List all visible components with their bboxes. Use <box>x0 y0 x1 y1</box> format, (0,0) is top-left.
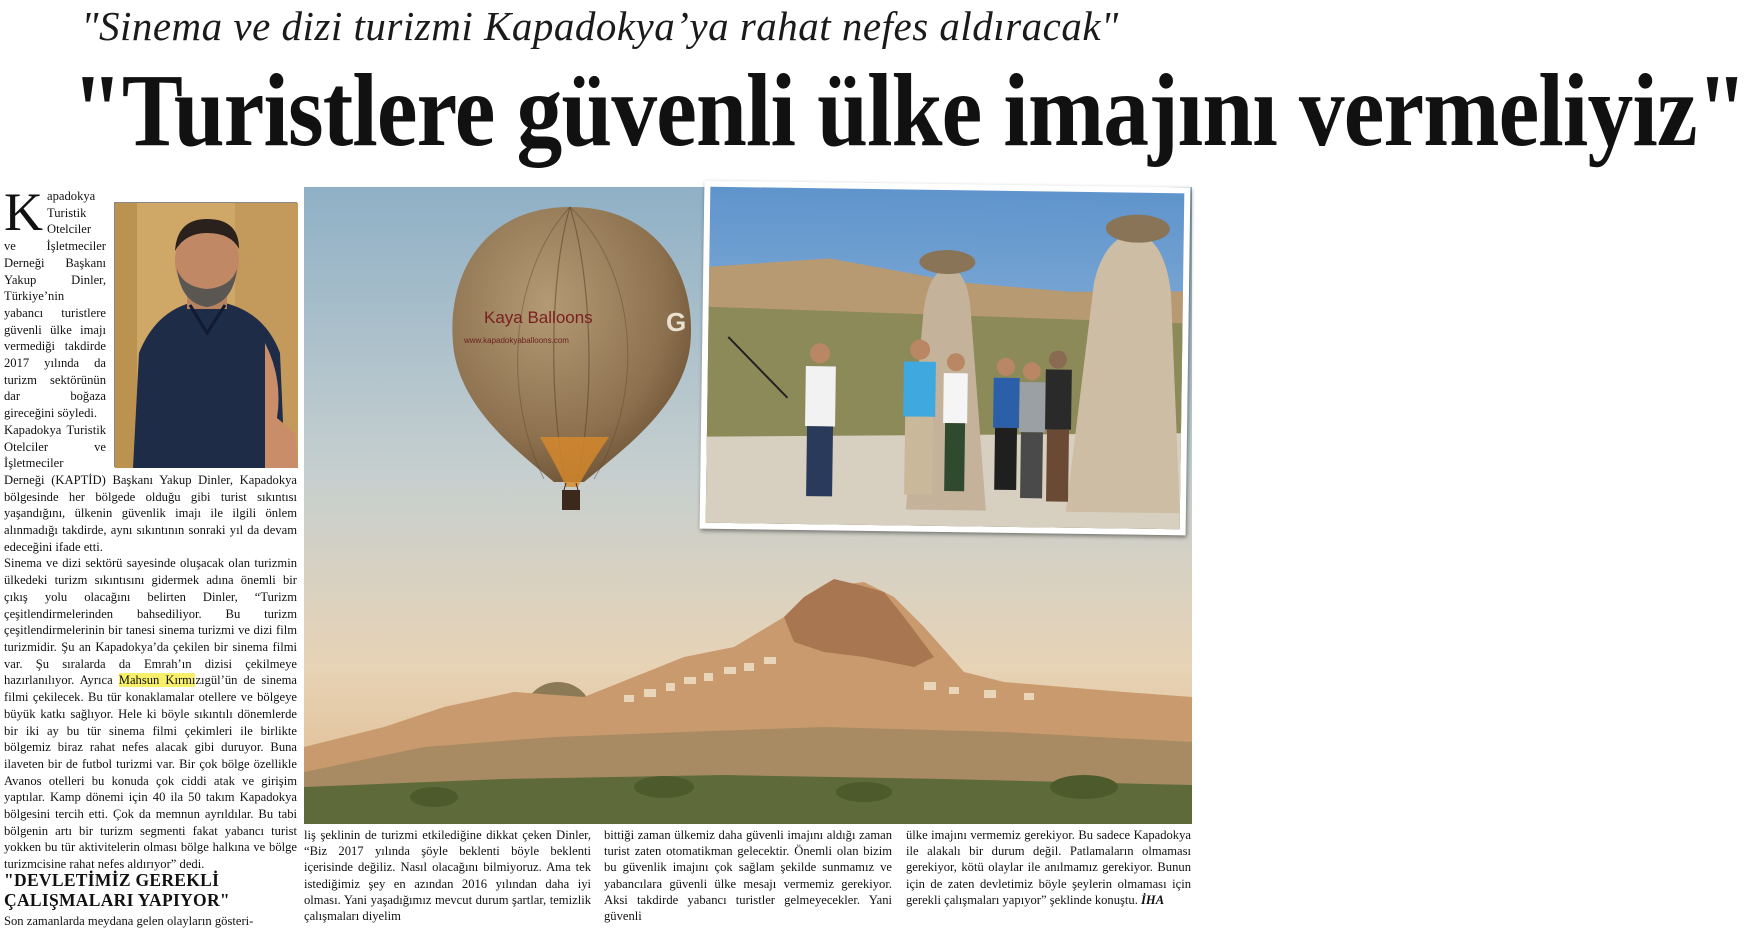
highlighted-name: Mahsun Kırmı <box>118 673 196 688</box>
kicker: "Sinema ve dizi turizmi Kapadokya’ya rahat nefes aldıracak" <box>81 3 1119 49</box>
body-paragraph-1: Kapadokya Turistik Otelciler ve İşletmeciler Derneği (KAPTİD) Başkanı Yakup Dinler, Kapadokya bölgesinde her bölgede olduğu gibi turist sıkıntısı yaşandığını, ülkenin güvenlik imajı ile ilgili önlem alınmadığı takdirde, aynı sıkıntının sonraki yıl da devam edeceğini ifade etti. <box>4 422 297 554</box>
column-4-text: ülke imajını vermemiz gerekiyor. Bu sadece Kapadokya ile alakalı bir durum değil. Patlamaların olmaması gerekiyor, kötü olaylar ile anılmamız gerekiyor. Bunun için de zaten devletimiz böyle şeylerin olmaması için gerekli çalışmaları yapıyor” şeklinde konuştu. <box>906 828 1191 907</box>
article-column-1 <box>4 182 297 873</box>
article-column-3: bittiği zaman ülkemiz daha güvenli imajını aldığı zaman turist zaten otomatikman gelecektir. Önemli olan bizim bu güvenlik imajını çok sağlam şekilde sunmamız ve yabancılara güvenli ülke mesajı vermemiz gerekiyor. Aksi takdirde yabancı turistler gelmeyecekler. Yani güvenli <box>604 828 892 924</box>
balloon-url: www.kapadokyaballoons.com <box>464 336 569 345</box>
lead-text: apadokya Turistik Otelciler ve İşletmeciler Derneği Başkanı Yakup Dinler, Türkiye’nin yabancı turistlere güvenli ülke imajı vermediği takdirde 2017 yılında da turizm sektörünün dar boğaza gireceğini söyledi. <box>4 189 106 421</box>
balloon-letter: G <box>666 307 687 337</box>
news-agency: İHA <box>1141 892 1165 907</box>
article-column-4 <box>906 827 1191 908</box>
drop-cap: K <box>4 182 43 242</box>
headline: "Turistlere güvenli ülke imajını vermeliyiz" <box>72 53 1747 168</box>
balloon-brand: Kaya Balloons <box>484 308 593 327</box>
article-column-2: liş şeklinin de turizmi etkilediğine dikkat çeken Dinler, “Biz 2017 yılında şöyle beklenti böyle beklenti içerisinde değiliz. Nasıl olacağını bilmiyoruz. Ama tek istediğimiz şey en azından 2016 yılından daha iyi olması. Yani yaşadığımız mevcut durum şartlar, temizlik çalışmaları diyelim <box>304 828 591 924</box>
fairy-chimneys-illustration <box>706 187 1185 530</box>
tourists-photo <box>700 181 1191 536</box>
subheading: "DEVLETİMİZ GEREKLİ ÇALIŞMALARI YAPIYOR" <box>4 870 230 910</box>
column-1-tail: Son zamanlarda meydana gelen olayların gösteri- <box>4 914 254 928</box>
body-text: Sinema ve dizi sektörü sayesinde oluşacak olan turizmin ülkedeki turizm sıkıntısını gidermek adına önemli bir çıkış yolu olacağını belirten Dinler, “Turizm çeşitlendirmelerinden bahsediliyor. Bu turizm çeşitlendirmelerinin bir tanesi sinema turizmi ve dizi film turizmidir. Şu an Kapadokya’da çekilen bir sinema filmi var. Şu sıralarda da Emrah’ın dizisi çekilmeye hazırlanılıyor. Ayrıca <box>4 556 297 688</box>
body-text-continued: zıgül’ün de sinema filmi çekilecek. Bu tür konaklamalar otellere ve bölgeye büyük katkı sağlıyor. Hele ki böyle sıkıntılı dönemlerde bir iki ay bu tür sinema filmi çekimleri ile birlikte bölgemiz biraz rahat nefes alacak gibi duruyor. Buna ilaveten bir de futbol turizmi var. Bir çok bölge özellikle Avanos otelleri bu konuda çok ciddi atak ve girişim yaptılar. Kamp dönemi için 40 ila 50 takım Kapadokya bölgesini tercih etti. Çok da memnun ayrıldılar. Bu tabi bölgenin artı bir turizm segmenti fakat yabancı turist yokken bu tür aktivitelerin olması bölge halkına ve bölge turizmcisine rahat nefes aldırıyor” dedi. <box>4 673 297 872</box>
body-paragraph-2 <box>4 555 297 872</box>
portrait-photo <box>114 202 297 467</box>
portrait-illustration <box>115 203 298 468</box>
